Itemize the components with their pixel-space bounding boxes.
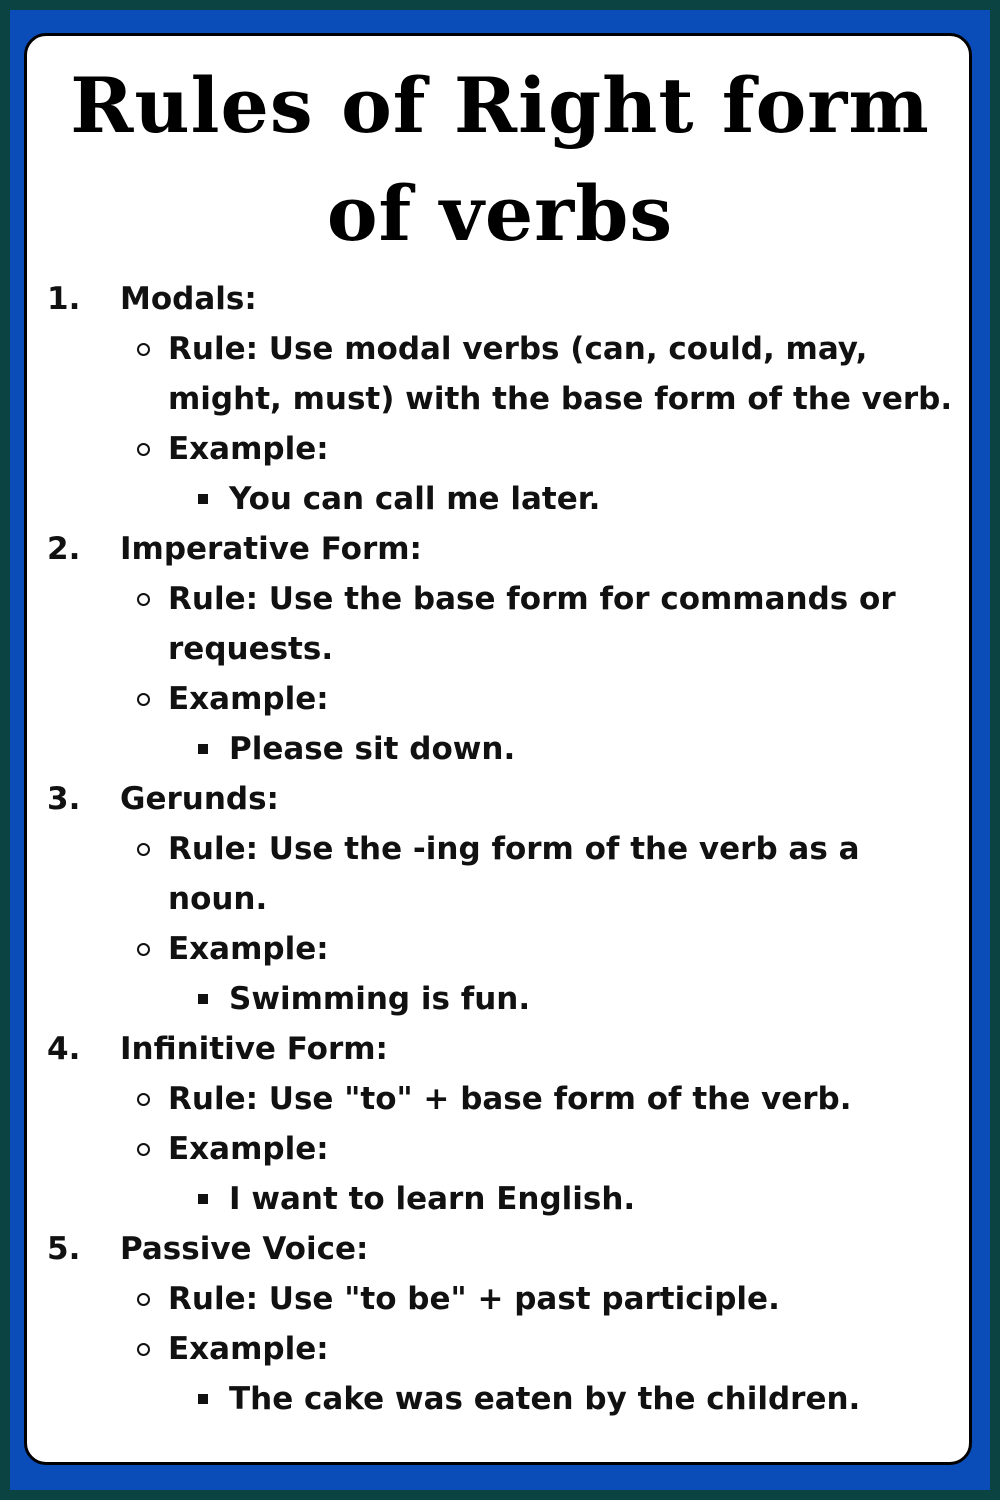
- example-text: You can call me later.: [229, 481, 601, 517]
- rule-heading-row: [0, 274, 1000, 324]
- rule-heading-row: [0, 774, 1000, 824]
- circle-bullet-icon: [137, 943, 150, 956]
- circle-bullet-icon: [137, 1293, 150, 1306]
- example-row: [0, 724, 1000, 774]
- example-row: [0, 1174, 1000, 1224]
- rule-line-row: [0, 374, 1000, 424]
- circle-bullet-icon: [137, 693, 150, 706]
- rule-heading: Gerunds:: [120, 781, 279, 817]
- rule-heading: Modals:: [120, 281, 257, 317]
- example-label-row: [0, 924, 1000, 974]
- circle-bullet-icon: [137, 1093, 150, 1106]
- title-line-2: of verbs: [326, 169, 674, 258]
- example-label-row: [0, 1124, 1000, 1174]
- rule-line-row: [0, 874, 1000, 924]
- circle-bullet-icon: [137, 843, 150, 856]
- rules-list: [0, 274, 1000, 1424]
- example-label: Example:: [168, 681, 329, 717]
- rule-text: Rule: Use the base form for commands or: [168, 581, 896, 617]
- title-line-1: Rules of Right form: [70, 61, 930, 150]
- rule-heading-row: [0, 1224, 1000, 1274]
- rule-line-row: [0, 624, 1000, 674]
- rule-text: might, must) with the base form of the verb.: [168, 381, 953, 417]
- rule-number: 4.: [47, 1031, 81, 1067]
- example-label: Example:: [168, 1331, 329, 1367]
- rule-number: 2.: [47, 531, 81, 567]
- example-row: [0, 974, 1000, 1024]
- example-row: [0, 474, 1000, 524]
- example-label: Example:: [168, 431, 329, 467]
- circle-bullet-icon: [137, 1143, 150, 1156]
- circle-bullet-icon: [137, 443, 150, 456]
- square-bullet-icon: [198, 994, 208, 1004]
- rule-text: noun.: [168, 881, 268, 917]
- rule-text: requests.: [168, 631, 334, 667]
- rule-heading: Imperative Form:: [120, 531, 422, 567]
- rule-text: Rule: Use modal verbs (can, could, may,: [168, 331, 868, 367]
- example-text: Swimming is fun.: [229, 981, 531, 1017]
- square-bullet-icon: [198, 1194, 208, 1204]
- rule-number: 3.: [47, 781, 81, 817]
- rule-heading: Infinitive Form:: [120, 1031, 388, 1067]
- example-label: Example:: [168, 1131, 329, 1167]
- rule-line-row: [0, 324, 1000, 374]
- example-text: The cake was eaten by the children.: [229, 1381, 861, 1417]
- rule-text: Rule: Use "to be" + past participle.: [168, 1281, 780, 1317]
- rule-number: 1.: [47, 281, 81, 317]
- circle-bullet-icon: [137, 1343, 150, 1356]
- example-label: Example:: [168, 931, 329, 967]
- example-text: I want to learn English.: [229, 1181, 636, 1217]
- example-label-row: [0, 424, 1000, 474]
- example-label-row: [0, 1324, 1000, 1374]
- rule-line-row: [0, 824, 1000, 874]
- square-bullet-icon: [198, 744, 208, 754]
- rule-text: Rule: Use "to" + base form of the verb.: [168, 1081, 852, 1117]
- example-label-row: [0, 674, 1000, 724]
- rule-heading: Passive Voice:: [120, 1231, 369, 1267]
- rule-text: Rule: Use the -ing form of the verb as a: [168, 831, 860, 867]
- example-text: Please sit down.: [229, 731, 516, 767]
- rule-heading-row: [0, 524, 1000, 574]
- circle-bullet-icon: [137, 593, 150, 606]
- example-row: [0, 1374, 1000, 1424]
- circle-bullet-icon: [137, 343, 150, 356]
- rule-heading-row: [0, 1024, 1000, 1074]
- square-bullet-icon: [198, 1394, 208, 1404]
- rule-number: 5.: [47, 1231, 81, 1267]
- square-bullet-icon: [198, 494, 208, 504]
- rule-line-row: [0, 1074, 1000, 1124]
- rule-line-row: [0, 1274, 1000, 1324]
- page-title: [0, 52, 1000, 268]
- rule-line-row: [0, 574, 1000, 624]
